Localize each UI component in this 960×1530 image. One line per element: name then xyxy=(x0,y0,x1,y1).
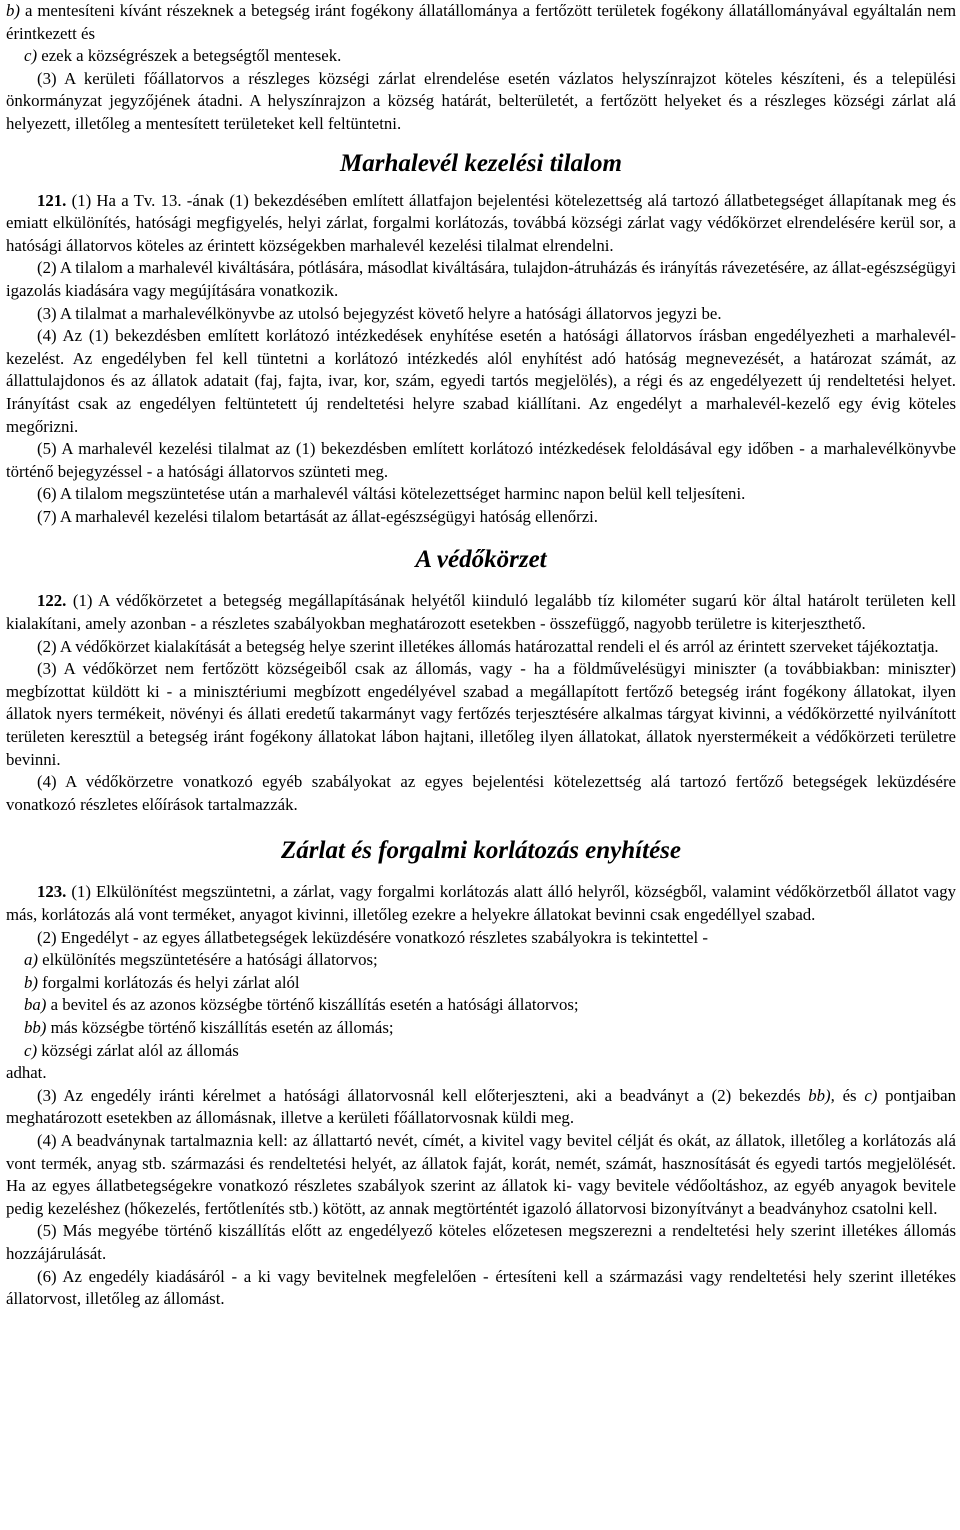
item-label-c2: c) xyxy=(24,1040,38,1060)
list-item-b: b) forgalmi korlátozás és helyi zárlat alól xyxy=(24,972,300,992)
item-label-c: c) xyxy=(24,46,38,66)
section-123-4: (4) A beadványnak tartalmaznia kell: az állattartó nevét, címét, a kivitel vagy bevitel célját és okát, az állatok, illetőleg a korlátozás alá vont termék, anyag stb. származási és rendeltetési helyét, az állatok faját, korát, nemét, számát, hasznosítását és egyedi tartós megjelölését. Ha az egyes állatbetegségekre vonatkozó részletes szabályok szerint az állatok ki- vagy bevitele védőoltáshoz, az egyéb anyagok bevitele pedig kezeléshez (hőkezelés, fertőtlenítés stb.) kötött, az annak megtörténtét igazoló állatorvosi bizonyítványt a beadványhoz csatolni kell. xyxy=(6,1130,956,1218)
item-label-b: b) xyxy=(6,1,20,20)
paragraph-c: c) ezek a községrészek a betegségtől mentesek. xyxy=(24,46,342,66)
paragraph-b: b) a mentesíteni kívánt részeknek a betegség iránt fogékony állatállománya a fertőzött területek fogékony állatállományával egyáltalán nem érintkezett és xyxy=(6,1,956,43)
section-heading-vedokorzet: A védőkörzet xyxy=(415,546,547,574)
section-122-1: 122. (1) A védőkörzetet a betegség megállapításának helyétől kiinduló legalább tíz kilométer sugarú kör által határolt területen kell kialakítani, amely azonban - a részletes szabályokban meghatározott esetekben - összefüggő, nagyobb területre is kiterjeszthető. xyxy=(6,591,956,634)
section-122-2: (2) A védőkörzet kialakítását a betegség helye szerint illetékes állomás határozattal rendeli el és arról az érintett szerveket tájékoztatja. xyxy=(37,636,939,656)
section-121-4: (4) Az (1) bekezdésben említett korlátozó intézkedések enyhítése esetén a hatósági állatorvos írásban engedélyezheti a marhalevél-kezelést. Az engedélyben fel kell tüntetni a korlátozó intézkedés alól enyhítést adó hatóság megnevezését, a határozat számát, az állattulajdonos és az állatok adatait (faj, fajta, ivar, kor, szám, egyedi tartós megjelölés), a régi és az engedélyezett új rendeltetési helyet. Irányítást csak az engedélyen feltüntetett új rendeltetési helyre szabad kiállítani. Az engedélyt a marhalevél-kezelő egy évig köteles megőrizni. xyxy=(6,326,956,436)
section-121-1: 121. (1) Ha a Tv. 13. -ának (1) bekezdésében említett állatfajon bejelentési kötelezettség alá tartozó állatbetegséget állapítanak meg és emiatt elkülönítés, hatósági megfigyelés, helyi zárlat, forgalmi korlátozás, továbbá községi zárlat vagy védőkörzet elrendelésére kerül sor, a hatósági állatorvos köteles az érintett községekben marhalevél kezelési tilalmat elrendelni. xyxy=(6,190,956,255)
section-122-4: (4) A védőkörzetre vonatkozó egyéb szabályokat az egyes bejelentési kötelezettség alá tartozó fertőző betegségek leküzdésére vonatkozó részletes előírások tartalmazzák. xyxy=(6,772,956,814)
section-123-5: (5) Más megyébe történő kiszállítás előtt az engedélyező köteles előzetesen megszerezni a rendeltetési hely szerint illetékes állomás hozzájárulását. xyxy=(6,1221,956,1263)
section-number-122: 122. xyxy=(37,591,67,611)
list-item-ba: ba) a bevitel és az azonos községbe történő kiszállítás esetén a hatósági állatorvos; xyxy=(24,995,579,1015)
list-item-a: a) elkülönítés megszüntetésére a hatósági állatorvos; xyxy=(24,950,378,970)
section-number-121: 121. xyxy=(37,190,67,210)
item-label-a: a) xyxy=(24,950,38,970)
section-121-2: (2) A tilalom a marhalevél kiváltására, pótlására, másodlat kiváltására, tulajdon-átruházás és irányítás rávezetésére, az állat-egészségügyi igazolás kiadására vagy megújítására vonatkozik. xyxy=(6,258,956,300)
list-item-c: c) községi zárlat alól az állomás xyxy=(24,1040,239,1060)
section-121-3: (3) A tilalmat a marhalevélkönyvbe az utolsó bejegyzést követő helyre a hatósági állatorvos jegyzi be. xyxy=(37,303,722,323)
list-closing: adhat. xyxy=(6,1063,47,1083)
list-item-bb: bb) más községbe történő kiszállítás esetén az állomás; xyxy=(24,1017,394,1037)
section-122-3: (3) A védőkörzet nem fertőzött községeiből csak az állomás, vagy - ha a földművelésügyi miniszter (a továbbiakban: miniszter) megbízottat küldött ki - a minisztériumi megbízott engedélyével szabad a megállapított fertőző betegség iránt fogékony állatokat, ilyen állatok nyers termékeit, növényi és állati eredetű takarmányt vagy fertőzés terjesztésére alkalmas tárgyat kivinni, a védőkörzetté nyilvánított területen keresztül a betegség iránt fogékony állatokat lábon hajtani, illetőleg ilyen állatokat, állatok nyerstermékeit a védőkörzeti területre bevinni. xyxy=(6,659,956,769)
section-123-6: (6) Az engedély kiadásáról - a ki vagy bevitelnek megfelelően - értesíteni kell a származási vagy rendeltetési hely szerint illetékes állatorvost, illetőleg az állomást. xyxy=(6,1266,956,1309)
item-label-b2: b) xyxy=(24,972,38,992)
section-121-6: (6) A tilalom megszüntetése után a marhalevél váltási kötelezettséget harminc napon belül kell teljesíteni. xyxy=(37,484,746,504)
section-123-3: (3) Az engedély iránti kérelmet a hatósági állatorvosnál kell előterjeszteni, aki a beadványt a (2) bekezdés bb), és c) pontjaiban meghatározott esetekben az állomásnak, illetve a kerületi főállatorvosnak küldi meg. xyxy=(6,1085,956,1128)
section-number-123: 123. xyxy=(37,882,67,902)
section-heading-zarlat: Zárlat és forgalmi korlátozás enyhítése xyxy=(281,837,681,865)
item-label-ba: ba) xyxy=(24,995,47,1015)
item-label-bb: bb) xyxy=(24,1017,47,1037)
section-heading-marhalevel: Marhalevél kezelési tilalom xyxy=(340,149,622,177)
paragraph-3: (3) A kerületi főállatorvos a részleges községi zárlat elrendelése esetén vázlatos helyszínrajzot köteles készíteni, és a települési önkormányzat jegyzőjének átadni. A helyszínrajzon a község határát, belterületét, a fertőzött helyeket és a részleges községi zárlat alá helyezett, illetőleg a mentesített területeket kell feltüntetni. xyxy=(6,68,956,133)
section-123-2: (2) Engedélyt - az egyes állatbetegségek leküzdésére vonatkozó részletes szabályokra is tekintettel - xyxy=(37,927,708,947)
section-123-1: 123. (1) Elkülönítést megszüntetni, a zárlat, vagy forgalmi korlátozás alatt álló helyről, községből, valamint védőkörzetből állatot vagy más, korlátozás alá vont terméket, anyagot kivinni, illetőleg ezekre a helyekre állatokat bevinni csak engedéllyel szabad. xyxy=(6,882,956,924)
section-121-5: (5) A marhalevél kezelési tilalmat az (1) bekezdésben említett korlátozó intézkedések feloldásával egy időben - a marhalevélkönyvbe történő bejegyzéssel - a hatósági állatorvos szünteti meg. xyxy=(6,439,956,481)
section-121-7: (7) A marhalevél kezelési tilalom betartását az állat-egészségügyi hatóság ellenőrzi. xyxy=(37,506,598,526)
